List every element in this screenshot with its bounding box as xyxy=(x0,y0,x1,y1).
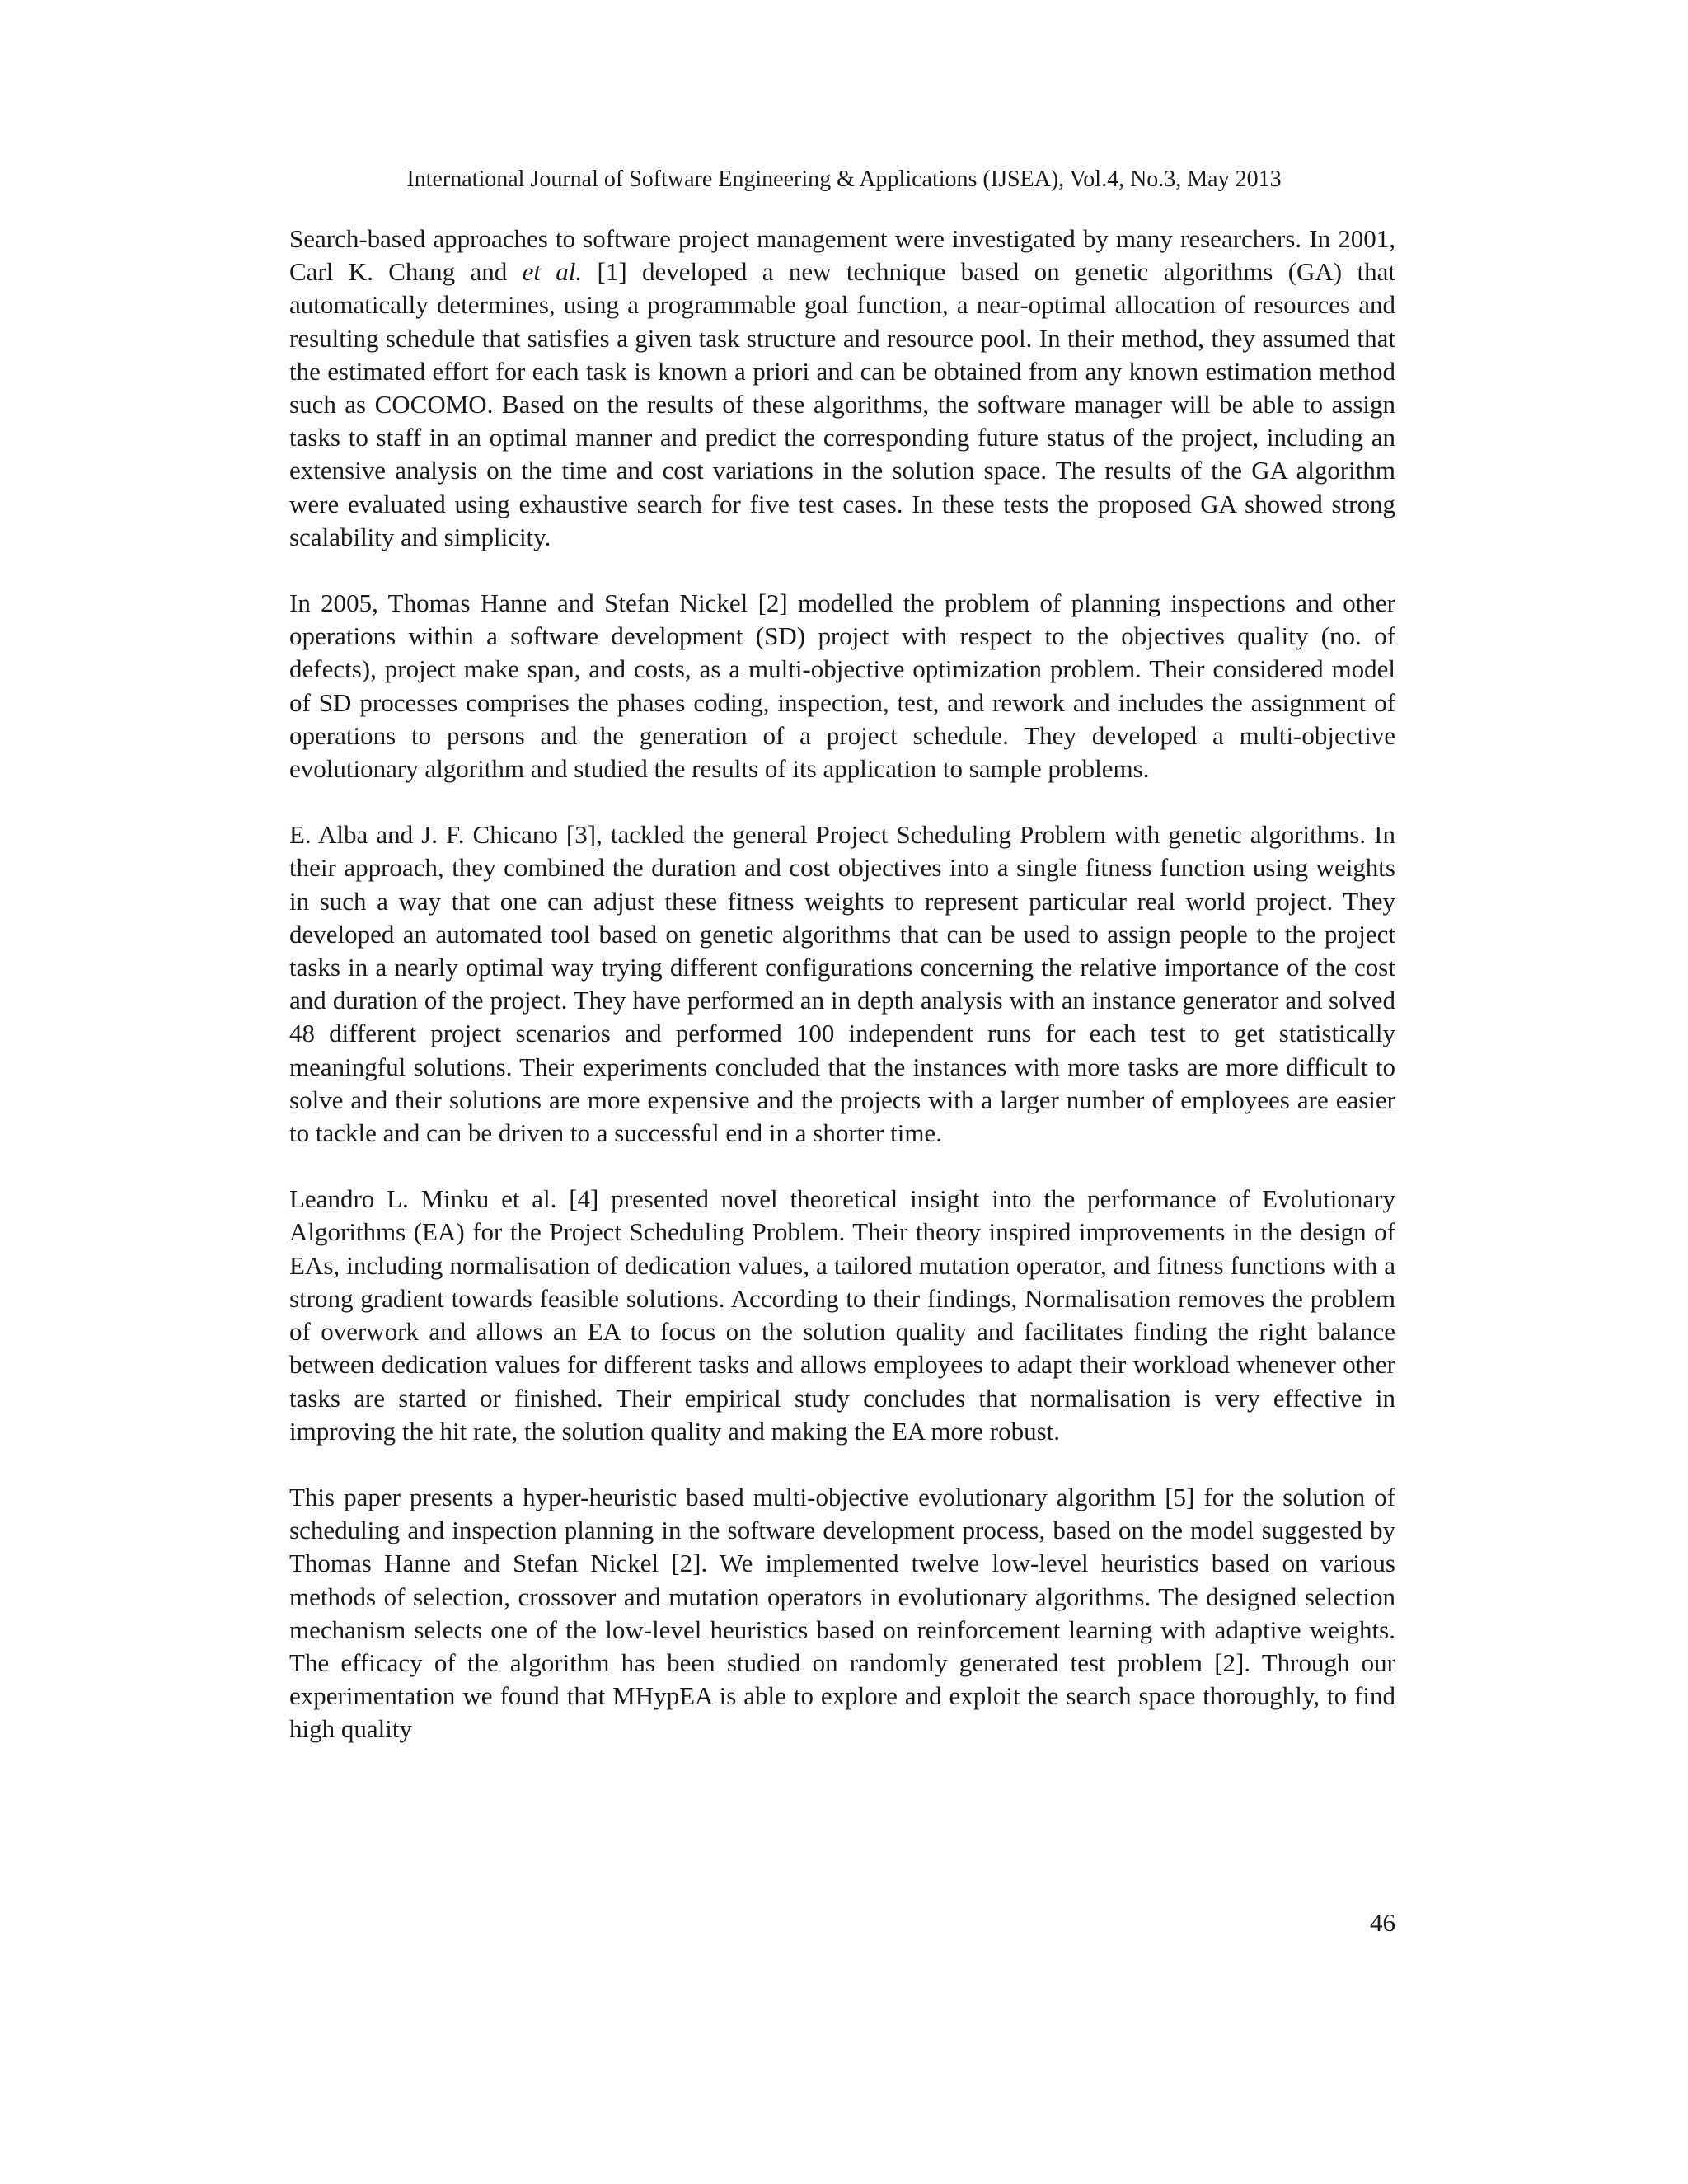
paragraph-alba-chicano: E. Alba and J. F. Chicano [3], tackled the general Project Scheduling Problem with genetic algorithms. In their approach, they combined the duration and cost objectives into a single fitness function using weights in such a way that one can adjust these fitness weights to represent particular real world project. They developed an automated tool based on genetic algorithms that can be used to assign people to the project tasks in a nearly optimal way trying different configurations concerning the relative importance of the cost and duration of the project. They have performed an in depth analysis with an instance generator and solved 48 different project scenarios and performed 100 independent runs for each test to get statistically meaningful solutions. Their experiments concluded that the instances with more tasks are more difficult to solve and their solutions are more expensive and the projects with a larger number of employees are easier to tackle and can be driven to a successful end in a shorter time. xyxy=(289,820,1395,1148)
page-number: 46 xyxy=(1370,1908,1395,1937)
paragraph-chang-ga-text-start: Search-based approaches to software project management were investigated by many researchers. In 2001, Carl K. Chang and xyxy=(289,224,1395,287)
paragraph-hanne-nickel: In 2005, Thomas Hanne and Stefan Nickel [2] modelled the problem of planning inspections and other operations within a software development (SD) project with respect to the objectives quality (no. of defects), project make span, and costs, as a multi-objective optimization problem. Their considered model of SD processes comprises the phases coding, inspection, test, and rework and includes the assignment of operations to persons and the generation of a project schedule. They developed a multi-objective evolutionary algorithm and studied the results of its application to sample problems. xyxy=(289,588,1395,784)
body-text xyxy=(289,223,1395,1779)
paragraph-chang-ga-text-end: [1] developed a new technique based on genetic algorithms (GA) that automatically determines, using a programmable goal function, a near-optimal allocation of resources and resulting schedule that satisfies a given task structure and resource pool. In their method, they assumed that the estimated effort for each task is known a priori and can be obtained from any known estimation method such as COCOMO. Based on the results of these algorithms, the software manager will be able to assign tasks to staff in an optimal manner and predict the corresponding future status of the project, including an extensive analysis on the time and cost variations in the solution space. The results of the GA algorithm were evaluated using exhaustive search for five test cases. In these tests the proposed GA showed strong scalability and simplicity. xyxy=(289,257,1395,551)
running-header: International Journal of Software Engineering & Applications (IJSEA), Vol.4, No.3, May 2013 xyxy=(406,166,1282,192)
paragraph-this-paper: This paper presents a hyper-heuristic based multi-objective evolutionary algorithm [5] for the solution of scheduling and inspection planning in the software development process, based on the model suggested by Thomas Hanne and Stefan Nickel [2]. We implemented twelve low-level heuristics based on various methods of selection, crossover and mutation operators in evolutionary algorithms. The designed selection mechanism selects one of the low-level heuristics based on reinforcement learning with adaptive weights. The efficacy of the algorithm has been studied on randomly generated test problem [2]. Through our experimentation we found that MHypEA is able to explore and exploit the search space thoroughly, to find high quality xyxy=(289,1482,1395,1744)
et-al-emphasis: et al. xyxy=(522,257,583,287)
paragraph-chang-ga xyxy=(289,223,1395,554)
paragraph-minku: Leandro L. Minku et al. [4] presented novel theoretical insight into the performance of Evolutionary Algorithms (EA) for the Project Scheduling Problem. Their theory inspired improvements in the design of EAs, including normalisation of dedication values, a tailored mutation operator, and fitness functions with a strong gradient towards feasible solutions. According to their findings, Normalisation removes the problem of overwork and allows an EA to focus on the solution quality and facilitates finding the right balance between dedication values for different tasks and allows employees to adapt their workload whenever other tasks are started or finished. Their empirical study concludes that normalisation is very effective in improving the hit rate, the solution quality and making the EA more robust. xyxy=(289,1184,1395,1446)
